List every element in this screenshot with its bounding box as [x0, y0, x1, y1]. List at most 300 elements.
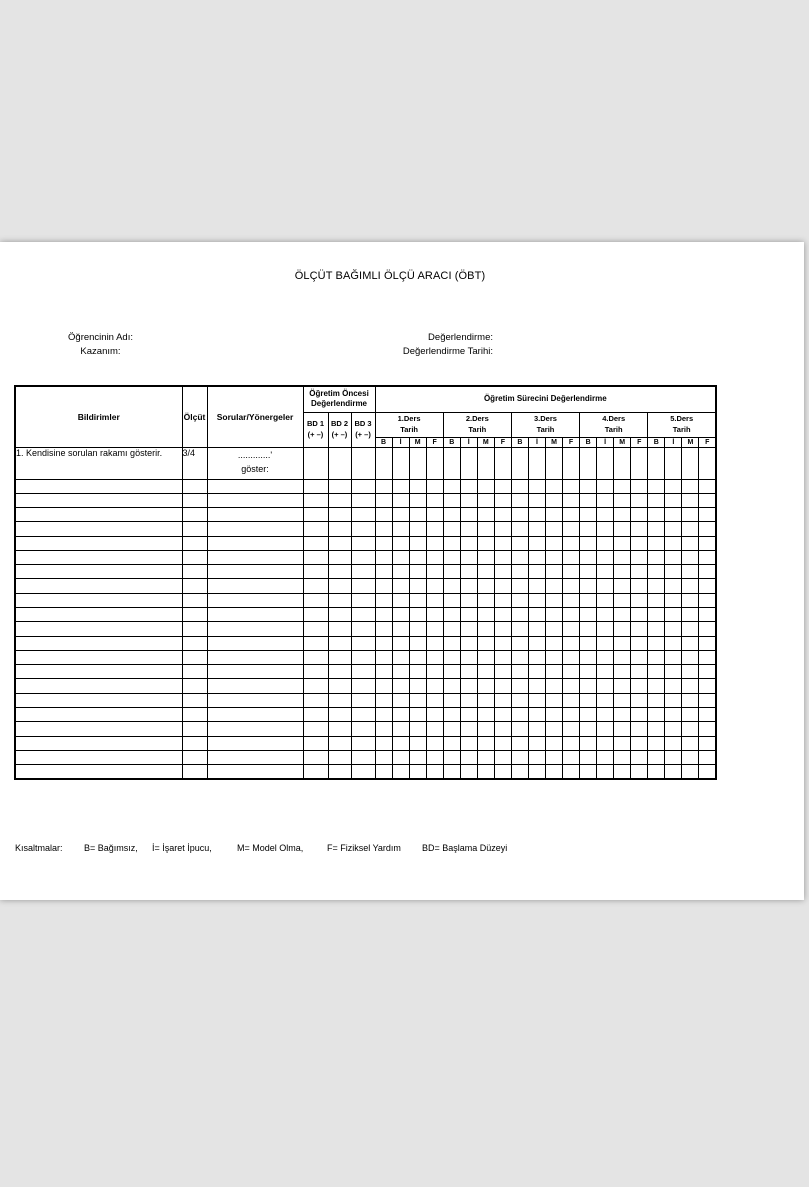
grid-cell [648, 693, 665, 707]
grid-cell [597, 593, 614, 607]
grid-cell [631, 579, 648, 593]
grid-cell [328, 593, 351, 607]
grid-cell [631, 750, 648, 764]
header-subcol-0-3: F [426, 437, 443, 447]
grid-cell [375, 522, 392, 536]
grid-cell [665, 750, 682, 764]
evaluation-date-label: Değerlendirme Tarihi: [402, 345, 493, 357]
header-subcol-1-1: İ [460, 437, 477, 447]
grid-cell [182, 550, 207, 564]
grid-cell [375, 508, 392, 522]
grid-cell [443, 522, 460, 536]
grid-cell [460, 679, 477, 693]
grid-cell [631, 479, 648, 493]
grid-cell [460, 522, 477, 536]
grid-cell [682, 447, 699, 479]
header-subcol-3-1: İ [597, 437, 614, 447]
empty-row [15, 608, 716, 622]
grid-cell [207, 650, 303, 664]
grid-cell [631, 522, 648, 536]
grid-cell [563, 447, 580, 479]
header-row-1 [15, 386, 716, 412]
grid-cell [15, 736, 182, 750]
grid-cell [477, 765, 494, 779]
lesson-name: 3.Ders [534, 414, 557, 423]
grid-cell [682, 722, 699, 736]
grid-cell [563, 665, 580, 679]
grid-cell [351, 622, 375, 636]
grid-cell [631, 722, 648, 736]
grid-cell [426, 593, 443, 607]
grid-cell [409, 765, 426, 779]
grid-cell [460, 765, 477, 779]
grid-cell [207, 693, 303, 707]
grid-cell [351, 536, 375, 550]
abbrev-item-f: F= Fiziksel Yardım [327, 843, 401, 853]
grid-cell [443, 536, 460, 550]
grid-cell [477, 622, 494, 636]
bd-name: BD 1 [306, 418, 325, 428]
grid-cell [563, 536, 580, 550]
grid-cell [597, 508, 614, 522]
abbreviations-label: Kısaltmalar: [15, 843, 63, 853]
grid-cell [426, 736, 443, 750]
grid-cell [15, 665, 182, 679]
grid-cell [182, 650, 207, 664]
grid-cell [545, 608, 562, 622]
grid-cell [443, 565, 460, 579]
header-subcol-4-2: M [682, 437, 699, 447]
abbrev-item-b: B= Bağımsız, [84, 843, 138, 853]
grid-cell [351, 579, 375, 593]
grid-cell [443, 550, 460, 564]
grid-cell [375, 493, 392, 507]
grid-cell [426, 750, 443, 764]
grid-cell [682, 708, 699, 722]
grid-cell [528, 693, 545, 707]
grid-cell [409, 708, 426, 722]
grid-cell [597, 447, 614, 479]
grid-cell [597, 565, 614, 579]
grid-cell [563, 565, 580, 579]
grid-cell [15, 679, 182, 693]
header-subcol-3-2: M [614, 437, 631, 447]
grid-cell [511, 693, 528, 707]
empty-row [15, 708, 716, 722]
grid-cell [207, 608, 303, 622]
grid-cell [15, 636, 182, 650]
soru-line2: göster: [241, 463, 269, 474]
grid-cell [351, 650, 375, 664]
grid-cell [699, 722, 716, 736]
grid-cell [15, 479, 182, 493]
grid-cell [392, 693, 409, 707]
grid-cell [460, 608, 477, 622]
grid-cell [511, 493, 528, 507]
student-fields [0, 331, 201, 358]
grid-cell [511, 522, 528, 536]
grid-cell [511, 765, 528, 779]
grid-cell [182, 679, 207, 693]
grid-cell [511, 636, 528, 650]
empty-row [15, 536, 716, 550]
grid-cell [665, 579, 682, 593]
grid-cell [303, 608, 328, 622]
grid-cell [182, 622, 207, 636]
grid-cell [207, 765, 303, 779]
grid-cell [614, 708, 631, 722]
grid-cell [597, 493, 614, 507]
grid-cell [426, 479, 443, 493]
grid-cell [563, 579, 580, 593]
grid-cell [648, 522, 665, 536]
grid-cell [665, 447, 682, 479]
grid-cell [648, 508, 665, 522]
grid-cell [648, 650, 665, 664]
grid-cell [328, 622, 351, 636]
grid-cell [303, 679, 328, 693]
grid-cell [563, 650, 580, 664]
grid-cell [15, 608, 182, 622]
header-subcol-0-0: B [375, 437, 392, 447]
grid-cell [351, 679, 375, 693]
grid-cell [392, 447, 409, 479]
grid-cell [443, 722, 460, 736]
grid-cell [494, 579, 511, 593]
grid-cell [563, 708, 580, 722]
grid-cell [303, 508, 328, 522]
grid-cell [699, 736, 716, 750]
grid-cell [375, 708, 392, 722]
grid-cell [528, 665, 545, 679]
grid-cell [375, 722, 392, 736]
grid-cell [392, 536, 409, 550]
empty-row [15, 679, 716, 693]
grid-cell [351, 565, 375, 579]
grid-cell [511, 536, 528, 550]
grid-cell [460, 665, 477, 679]
grid-cell [545, 765, 562, 779]
grid-cell [443, 636, 460, 650]
empty-row [15, 593, 716, 607]
abbreviations [0, 843, 804, 856]
grid-cell [665, 765, 682, 779]
grid-cell [409, 622, 426, 636]
grid-cell [443, 447, 460, 479]
student-name-label: Öğrencinin Adı: [68, 332, 133, 343]
grid-cell [511, 750, 528, 764]
grid-cell [426, 536, 443, 550]
grid-cell [528, 508, 545, 522]
grid-cell [631, 679, 648, 693]
grid-cell [682, 750, 699, 764]
grid-cell [614, 593, 631, 607]
grid-cell [682, 693, 699, 707]
grid-cell [351, 493, 375, 507]
grid-cell [460, 736, 477, 750]
lesson-date-label: Tarih [400, 424, 418, 434]
grid-cell [443, 493, 460, 507]
header-subcol-2-2: M [545, 437, 562, 447]
grid-cell [511, 665, 528, 679]
grid-cell [699, 593, 716, 607]
grid-cell [614, 665, 631, 679]
grid-cell [207, 708, 303, 722]
grid-cell [597, 736, 614, 750]
bd-name: BD 2 [330, 418, 349, 428]
grid-cell [631, 765, 648, 779]
grid-cell [580, 493, 597, 507]
header-sorular: Sorular/Yönergeler [207, 386, 303, 447]
grid-cell [409, 679, 426, 693]
grid-cell [631, 536, 648, 550]
grid-cell [460, 447, 477, 479]
page-title: ÖLÇÜT BAĞIMLI ÖLÇÜ ARACI (ÖBT) [294, 270, 486, 282]
grid-cell [409, 722, 426, 736]
grid-cell [545, 593, 562, 607]
grid-cell [528, 679, 545, 693]
grid-cell [545, 650, 562, 664]
grid-cell [631, 693, 648, 707]
grid-cell [375, 679, 392, 693]
lesson-date-label: Tarih [604, 424, 623, 434]
grid-cell [460, 550, 477, 564]
grid-cell [580, 522, 597, 536]
grid-cell [597, 579, 614, 593]
grid-cell [303, 447, 328, 479]
grid-cell [15, 650, 182, 664]
grid-cell [392, 593, 409, 607]
grid-cell [682, 565, 699, 579]
grid-cell [182, 765, 207, 779]
grid-cell [477, 479, 494, 493]
grid-cell [648, 765, 665, 779]
grid-cell [614, 550, 631, 564]
grid-cell [545, 722, 562, 736]
grid-cell [303, 722, 328, 736]
grid-cell [328, 722, 351, 736]
grid-cell [15, 536, 182, 550]
grid-cell [597, 693, 614, 707]
empty-row [15, 579, 716, 593]
grid-cell [528, 608, 545, 622]
grid-cell [303, 736, 328, 750]
grid-cell [426, 722, 443, 736]
grid-cell [494, 636, 511, 650]
grid-cell [614, 479, 631, 493]
grid-cell [511, 579, 528, 593]
grid-cell [392, 550, 409, 564]
grid-cell [351, 722, 375, 736]
grid-cell [580, 722, 597, 736]
grid-cell [303, 636, 328, 650]
cell-bildirim: 1. Kendisine sorulan rakamı gösterir. [15, 447, 182, 479]
grid-cell [648, 579, 665, 593]
grid-cell [528, 736, 545, 750]
grid-cell [682, 679, 699, 693]
grid-cell [426, 650, 443, 664]
grid-cell [511, 550, 528, 564]
grid-cell [182, 508, 207, 522]
grid-cell [545, 736, 562, 750]
grid-cell [699, 750, 716, 764]
grid-cell [182, 708, 207, 722]
grid-cell [631, 493, 648, 507]
grid-cell [699, 650, 716, 664]
header-lesson-1 [375, 412, 443, 437]
grid-cell [511, 593, 528, 607]
grid-cell [409, 479, 426, 493]
grid-cell [409, 579, 426, 593]
empty-row [15, 493, 716, 507]
bd-sign: (+ –) [331, 429, 348, 439]
grid-cell [477, 579, 494, 593]
lesson-name: 1.Ders [397, 414, 421, 423]
grid-cell [392, 522, 409, 536]
grid-cell [580, 479, 597, 493]
grid-cell [409, 750, 426, 764]
grid-cell [15, 750, 182, 764]
grid-cell [375, 550, 392, 564]
grid-cell [648, 493, 665, 507]
grid-cell [528, 593, 545, 607]
grid-cell [303, 565, 328, 579]
grid-cell [182, 693, 207, 707]
grid-cell [494, 508, 511, 522]
grid-cell [477, 708, 494, 722]
grid-cell [328, 679, 351, 693]
grid-cell [665, 565, 682, 579]
grid-cell [182, 608, 207, 622]
grid-cell [409, 565, 426, 579]
grid-cell [648, 622, 665, 636]
grid-cell [409, 508, 426, 522]
grid-cell [15, 550, 182, 564]
grid-cell [665, 508, 682, 522]
lesson-name: 2.Ders [465, 414, 489, 423]
grid-cell [631, 508, 648, 522]
grid-cell [648, 750, 665, 764]
grid-cell [15, 493, 182, 507]
grid-cell [328, 693, 351, 707]
grid-cell [392, 665, 409, 679]
grid-cell [351, 665, 375, 679]
grid-cell [682, 550, 699, 564]
grid-cell [328, 550, 351, 564]
grid-cell [426, 636, 443, 650]
bd-sign: (+ –) [307, 429, 324, 439]
grid-cell [375, 536, 392, 550]
header-subcol-0-1: İ [392, 437, 409, 447]
empty-row [15, 722, 716, 736]
objective-label: Kazanım: [80, 345, 121, 357]
grid-cell [682, 579, 699, 593]
grid-cell [443, 608, 460, 622]
empty-row [15, 665, 716, 679]
grid-cell [460, 479, 477, 493]
grid-cell [580, 447, 597, 479]
grid-cell [303, 479, 328, 493]
header-pre-eval [303, 386, 375, 412]
grid-cell [477, 665, 494, 679]
grid-cell [631, 736, 648, 750]
grid-cell [614, 693, 631, 707]
header-subcol-4-1: İ [665, 437, 682, 447]
grid-cell [460, 593, 477, 607]
grid-cell [303, 536, 328, 550]
header-subcol-1-3: F [494, 437, 511, 447]
grid-cell [460, 636, 477, 650]
grid-cell [494, 447, 511, 479]
header-lesson-2 [443, 412, 511, 437]
grid-cell [699, 536, 716, 550]
header-subcol-4-0: B [648, 437, 665, 447]
grid-cell [545, 708, 562, 722]
grid-cell [207, 536, 303, 550]
pre-eval-title-line1: Öğretim Öncesi [309, 388, 369, 398]
grid-cell [545, 479, 562, 493]
grid-cell [409, 536, 426, 550]
grid-cell [597, 522, 614, 536]
grid-cell [682, 622, 699, 636]
grid-cell [665, 665, 682, 679]
grid-cell [494, 522, 511, 536]
grid-cell [528, 722, 545, 736]
grid-cell [303, 650, 328, 664]
grid-cell [409, 447, 426, 479]
lesson-date-label: Tarih [536, 424, 555, 434]
grid-cell [648, 565, 665, 579]
header-lesson-5 [648, 412, 716, 437]
grid-cell [494, 693, 511, 707]
grid-cell [409, 608, 426, 622]
grid-cell [699, 565, 716, 579]
grid-cell [682, 508, 699, 522]
grid-cell [494, 550, 511, 564]
grid-cell [648, 679, 665, 693]
grid-cell [426, 608, 443, 622]
grid-cell [207, 479, 303, 493]
grid-cell [511, 479, 528, 493]
lesson-name: 5.Ders [670, 414, 694, 423]
grid-cell [351, 765, 375, 779]
empty-row [15, 508, 716, 522]
grid-cell [682, 608, 699, 622]
grid-cell [443, 593, 460, 607]
empty-row [15, 765, 716, 779]
grid-cell [207, 665, 303, 679]
grid-cell [631, 550, 648, 564]
grid-cell [375, 565, 392, 579]
grid-cell [580, 708, 597, 722]
grid-cell [460, 508, 477, 522]
grid-cell [207, 722, 303, 736]
grid-cell [563, 522, 580, 536]
grid-cell [580, 736, 597, 750]
grid-cell [460, 708, 477, 722]
grid-cell [409, 593, 426, 607]
grid-cell [545, 665, 562, 679]
grid-cell [682, 736, 699, 750]
grid-cell [614, 536, 631, 550]
grid-cell [426, 579, 443, 593]
grid-cell [648, 550, 665, 564]
grid-cell [682, 479, 699, 493]
grid-cell [580, 750, 597, 764]
grid-cell [460, 579, 477, 593]
grid-cell [511, 679, 528, 693]
grid-cell [426, 622, 443, 636]
